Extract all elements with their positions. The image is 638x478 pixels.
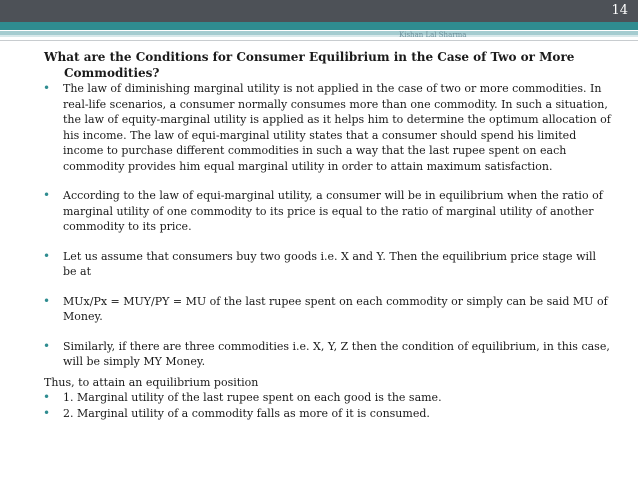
bullet-list	[44, 81, 612, 370]
bullet-text: The law of diminishing marginal utility is not applied in the case of two or more commodities. In real-life scenarios, a consumer normally consumes more than one commodity. In such a situation, the law of equity-marginal utility is applied as it helps him to determine the optimum allocation of his income. The law of equi-marginal utility states that a consumer should spend his limited income to purchase different commodities in such a way that the last rupee spent on each commodity provides him equal marginal utility in order to attain maximum satisfaction.	[63, 82, 611, 173]
point-item	[44, 406, 612, 422]
bullet-text: Let us assume that consumers buy two goods i.e. X and Y. Then the equilibrium price stage will be at	[63, 249, 597, 278]
divider-line	[0, 40, 638, 41]
slide-number: 14	[611, 3, 628, 18]
point-text: 1. Marginal utility of the last rupee spent on each good is the same.	[63, 391, 442, 404]
bullet-icon: •	[43, 390, 51, 404]
point-item	[44, 390, 612, 406]
point-text: 2. Marginal utility of a commodity falls as more of it is consumed.	[63, 406, 430, 420]
bullet-icon: •	[43, 188, 51, 202]
bullet-icon: •	[43, 248, 51, 263]
bullet-icon: •	[43, 405, 51, 420]
bullet-item	[44, 249, 612, 280]
author-label: Kishan Lal Sharma	[399, 31, 467, 39]
conclusion-text: Thus, to attain an equilibrium position	[44, 375, 259, 389]
top-bar	[0, 0, 638, 22]
bullet-item	[44, 339, 612, 370]
bullet-text: According to the law of equi-marginal utility, a consumer will be in equilibrium when the ratio of marginal utility of one commodity to its price is equal to the ratio of marginal utility of another commodity to its price.	[63, 189, 603, 233]
bullet-text: MUx/Px = MUY/PY = MU of the last rupee spent on each commodity or simply can be said MU of Money.	[63, 294, 608, 323]
teal-strip-highlight	[0, 35, 638, 37]
bullet-item	[44, 188, 612, 235]
bullet-item	[44, 294, 612, 325]
bullet-text: Similarly, if there are three commodities i.e. X, Y, Z then the condition of equilibrium, in this case, will be simply MY Money.	[63, 339, 610, 368]
slide-title: What are the Conditions for Consumer Equilibrium in the Case of Two or More Commodities?	[44, 50, 575, 80]
teal-band	[0, 22, 638, 30]
bullet-icon: •	[43, 293, 51, 308]
bullet-icon: •	[43, 81, 51, 95]
slide-content	[44, 50, 612, 421]
points-list	[44, 390, 612, 421]
bullet-item	[44, 81, 612, 174]
bullet-icon: •	[43, 338, 51, 353]
